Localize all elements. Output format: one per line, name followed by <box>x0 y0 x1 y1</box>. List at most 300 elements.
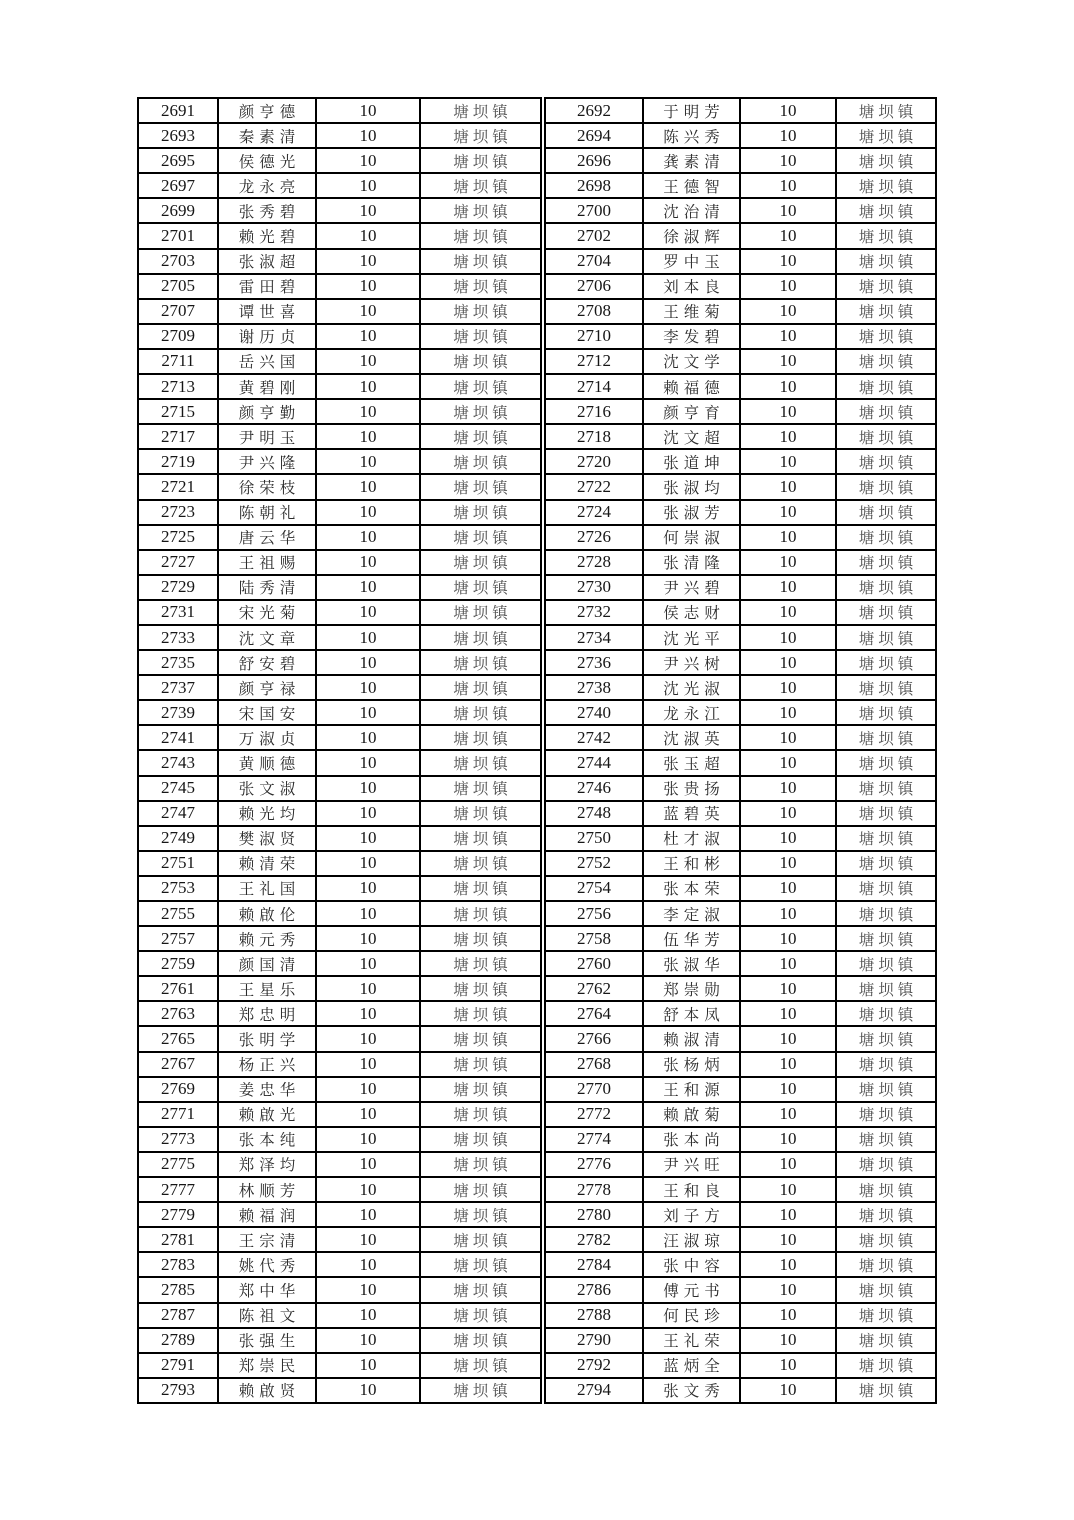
row-name-cell: 舒本凤 <box>643 1001 740 1026</box>
table-row <box>138 198 541 223</box>
row-name-cell: 赖福润 <box>218 1202 316 1227</box>
table-row <box>138 776 541 801</box>
table-row <box>545 123 936 148</box>
row-name-cell: 张文秀 <box>643 1378 740 1403</box>
row-name-cell: 龙永亮 <box>218 173 316 198</box>
row-town-cell: 塘坝镇 <box>836 801 936 826</box>
row-name-cell: 何民珍 <box>643 1303 740 1328</box>
row-name-cell: 张玉超 <box>643 750 740 775</box>
row-amount-cell: 10 <box>316 826 420 851</box>
table-row <box>545 600 936 625</box>
row-amount-cell: 10 <box>316 1328 420 1353</box>
row-name-cell: 王礼国 <box>218 876 316 901</box>
row-id-cell: 2791 <box>138 1353 218 1378</box>
row-amount-cell: 10 <box>316 976 420 1001</box>
row-town-cell: 塘坝镇 <box>836 976 936 1001</box>
row-name-cell: 王祖赐 <box>218 550 316 575</box>
row-id-cell: 2714 <box>545 374 643 399</box>
row-id-cell: 2758 <box>545 926 643 951</box>
table-row <box>138 575 541 600</box>
row-town-cell: 塘坝镇 <box>420 725 541 750</box>
row-id-cell: 2769 <box>138 1077 218 1102</box>
row-id-cell: 2786 <box>545 1277 643 1302</box>
table-row <box>138 1052 541 1077</box>
row-name-cell: 张明学 <box>218 1026 316 1051</box>
table-row <box>545 500 936 525</box>
row-amount-cell: 10 <box>740 1077 836 1102</box>
table-row <box>138 700 541 725</box>
row-town-cell: 塘坝镇 <box>420 123 541 148</box>
row-id-cell: 2747 <box>138 801 218 826</box>
row-name-cell: 尹兴碧 <box>643 575 740 600</box>
row-id-cell: 2749 <box>138 826 218 851</box>
table-row <box>545 474 936 499</box>
row-id-cell: 2733 <box>138 625 218 650</box>
table-row <box>545 650 936 675</box>
row-id-cell: 2763 <box>138 1001 218 1026</box>
row-id-cell: 2757 <box>138 926 218 951</box>
table-row <box>545 851 936 876</box>
row-name-cell: 张中容 <box>643 1252 740 1277</box>
row-name-cell: 尹明玉 <box>218 424 316 449</box>
row-amount-cell: 10 <box>316 1077 420 1102</box>
row-town-cell: 塘坝镇 <box>836 675 936 700</box>
row-town-cell: 塘坝镇 <box>836 776 936 801</box>
row-amount-cell: 10 <box>316 725 420 750</box>
row-town-cell: 塘坝镇 <box>836 274 936 299</box>
row-amount-cell: 10 <box>316 1102 420 1127</box>
row-name-cell: 赖啟菊 <box>643 1102 740 1127</box>
row-amount-cell: 10 <box>740 324 836 349</box>
row-id-cell: 2750 <box>545 826 643 851</box>
row-town-cell: 塘坝镇 <box>836 1177 936 1202</box>
row-town-cell: 塘坝镇 <box>836 575 936 600</box>
row-amount-cell: 10 <box>740 575 836 600</box>
row-name-cell: 颜亨育 <box>643 399 740 424</box>
row-town-cell: 塘坝镇 <box>420 173 541 198</box>
row-town-cell: 塘坝镇 <box>420 826 541 851</box>
row-name-cell: 谢历贞 <box>218 324 316 349</box>
row-name-cell: 赖光均 <box>218 801 316 826</box>
table-row <box>138 675 541 700</box>
row-amount-cell: 10 <box>316 500 420 525</box>
row-id-cell: 2719 <box>138 449 218 474</box>
table-row <box>138 500 541 525</box>
table-row <box>545 625 936 650</box>
row-amount-cell: 10 <box>316 851 420 876</box>
row-town-cell: 塘坝镇 <box>836 449 936 474</box>
row-town-cell: 塘坝镇 <box>836 1328 936 1353</box>
row-id-cell: 2742 <box>545 725 643 750</box>
row-name-cell: 姚代秀 <box>218 1252 316 1277</box>
row-amount-cell: 10 <box>316 550 420 575</box>
row-amount-cell: 10 <box>316 901 420 926</box>
table-row <box>545 349 936 374</box>
row-amount-cell: 10 <box>740 951 836 976</box>
row-name-cell: 赖啟光 <box>218 1102 316 1127</box>
row-name-cell: 舒安碧 <box>218 650 316 675</box>
row-town-cell: 塘坝镇 <box>836 474 936 499</box>
row-name-cell: 沈治清 <box>643 198 740 223</box>
row-name-cell: 张淑超 <box>218 249 316 274</box>
row-amount-cell: 10 <box>316 1052 420 1077</box>
row-name-cell: 赖啟贤 <box>218 1378 316 1403</box>
row-id-cell: 2765 <box>138 1026 218 1051</box>
row-town-cell: 塘坝镇 <box>836 198 936 223</box>
row-town-cell: 塘坝镇 <box>836 1303 936 1328</box>
row-amount-cell: 10 <box>316 1127 420 1152</box>
row-amount-cell: 10 <box>316 148 420 173</box>
row-town-cell: 塘坝镇 <box>420 1052 541 1077</box>
row-name-cell: 王宗清 <box>218 1227 316 1252</box>
row-town-cell: 塘坝镇 <box>836 951 936 976</box>
table-row <box>138 926 541 951</box>
row-amount-cell: 10 <box>316 349 420 374</box>
row-town-cell: 塘坝镇 <box>836 1077 936 1102</box>
table-row <box>138 449 541 474</box>
row-id-cell: 2732 <box>545 600 643 625</box>
row-id-cell: 2754 <box>545 876 643 901</box>
row-id-cell: 2712 <box>545 349 643 374</box>
roster-table-right <box>544 97 937 1404</box>
row-amount-cell: 10 <box>316 1303 420 1328</box>
row-id-cell: 2776 <box>545 1152 643 1177</box>
row-town-cell: 塘坝镇 <box>836 1252 936 1277</box>
row-name-cell: 蓝炳全 <box>643 1353 740 1378</box>
row-id-cell: 2777 <box>138 1177 218 1202</box>
row-amount-cell: 10 <box>740 1227 836 1252</box>
row-id-cell: 2787 <box>138 1303 218 1328</box>
row-id-cell: 2790 <box>545 1328 643 1353</box>
row-id-cell: 2737 <box>138 675 218 700</box>
table-row <box>545 1202 936 1227</box>
table-row <box>138 1001 541 1026</box>
table-row <box>545 223 936 248</box>
row-town-cell: 塘坝镇 <box>420 625 541 650</box>
row-name-cell: 张淑芳 <box>643 500 740 525</box>
table-row <box>138 1303 541 1328</box>
row-name-cell: 傅元书 <box>643 1277 740 1302</box>
row-town-cell: 塘坝镇 <box>420 575 541 600</box>
row-amount-cell: 10 <box>740 474 836 499</box>
row-town-cell: 塘坝镇 <box>836 374 936 399</box>
row-name-cell: 王礼荣 <box>643 1328 740 1353</box>
table-row <box>138 399 541 424</box>
row-name-cell: 赖清荣 <box>218 851 316 876</box>
table-row <box>545 374 936 399</box>
row-amount-cell: 10 <box>740 500 836 525</box>
row-id-cell: 2699 <box>138 198 218 223</box>
row-id-cell: 2731 <box>138 600 218 625</box>
row-amount-cell: 10 <box>740 1328 836 1353</box>
row-town-cell: 塘坝镇 <box>836 1052 936 1077</box>
row-amount-cell: 10 <box>740 1303 836 1328</box>
row-amount-cell: 10 <box>740 851 836 876</box>
row-town-cell: 塘坝镇 <box>836 550 936 575</box>
row-id-cell: 2696 <box>545 148 643 173</box>
table-row <box>545 1177 936 1202</box>
table-row <box>138 1026 541 1051</box>
row-town-cell: 塘坝镇 <box>420 1303 541 1328</box>
row-id-cell: 2735 <box>138 650 218 675</box>
row-id-cell: 2770 <box>545 1077 643 1102</box>
table-row <box>545 299 936 324</box>
row-name-cell: 张淑均 <box>643 474 740 499</box>
row-name-cell: 陈祖文 <box>218 1303 316 1328</box>
row-town-cell: 塘坝镇 <box>836 1202 936 1227</box>
roster-table-left <box>137 97 542 1404</box>
table-row <box>138 876 541 901</box>
row-town-cell: 塘坝镇 <box>836 98 936 123</box>
row-town-cell: 塘坝镇 <box>420 1353 541 1378</box>
row-amount-cell: 10 <box>316 249 420 274</box>
row-town-cell: 塘坝镇 <box>836 1001 936 1026</box>
row-amount-cell: 10 <box>740 625 836 650</box>
row-name-cell: 张本荣 <box>643 876 740 901</box>
row-name-cell: 徐淑辉 <box>643 223 740 248</box>
row-name-cell: 徐荣枝 <box>218 474 316 499</box>
row-id-cell: 2794 <box>545 1378 643 1403</box>
row-town-cell: 塘坝镇 <box>836 1127 936 1152</box>
row-id-cell: 2767 <box>138 1052 218 1077</box>
row-amount-cell: 10 <box>740 1353 836 1378</box>
row-town-cell: 塘坝镇 <box>836 851 936 876</box>
row-town-cell: 塘坝镇 <box>420 324 541 349</box>
row-amount-cell: 10 <box>740 675 836 700</box>
table-row <box>545 951 936 976</box>
row-town-cell: 塘坝镇 <box>836 625 936 650</box>
row-id-cell: 2753 <box>138 876 218 901</box>
row-amount-cell: 10 <box>316 600 420 625</box>
table-row <box>545 926 936 951</box>
row-town-cell: 塘坝镇 <box>420 349 541 374</box>
row-town-cell: 塘坝镇 <box>420 98 541 123</box>
row-id-cell: 2711 <box>138 349 218 374</box>
row-amount-cell: 10 <box>740 776 836 801</box>
row-town-cell: 塘坝镇 <box>420 1077 541 1102</box>
row-id-cell: 2739 <box>138 700 218 725</box>
row-town-cell: 塘坝镇 <box>420 700 541 725</box>
row-town-cell: 塘坝镇 <box>420 148 541 173</box>
row-id-cell: 2768 <box>545 1052 643 1077</box>
row-name-cell: 王德智 <box>643 173 740 198</box>
row-id-cell: 2771 <box>138 1102 218 1127</box>
row-amount-cell: 10 <box>316 173 420 198</box>
row-name-cell: 姜忠华 <box>218 1077 316 1102</box>
row-amount-cell: 10 <box>316 1353 420 1378</box>
table-row <box>138 951 541 976</box>
row-amount-cell: 10 <box>316 1152 420 1177</box>
row-id-cell: 2789 <box>138 1328 218 1353</box>
row-amount-cell: 10 <box>740 223 836 248</box>
row-town-cell: 塘坝镇 <box>836 1227 936 1252</box>
table-row <box>545 976 936 1001</box>
row-town-cell: 塘坝镇 <box>836 1102 936 1127</box>
row-amount-cell: 10 <box>740 374 836 399</box>
row-town-cell: 塘坝镇 <box>836 173 936 198</box>
row-town-cell: 塘坝镇 <box>836 324 936 349</box>
row-name-cell: 杨正兴 <box>218 1052 316 1077</box>
row-town-cell: 塘坝镇 <box>420 424 541 449</box>
row-id-cell: 2792 <box>545 1353 643 1378</box>
row-name-cell: 郑崇勋 <box>643 976 740 1001</box>
row-name-cell: 李定淑 <box>643 901 740 926</box>
row-name-cell: 张本尚 <box>643 1127 740 1152</box>
row-name-cell: 颜国清 <box>218 951 316 976</box>
row-id-cell: 2743 <box>138 750 218 775</box>
row-amount-cell: 10 <box>316 374 420 399</box>
table-row <box>545 1001 936 1026</box>
row-amount-cell: 10 <box>316 625 420 650</box>
table-row <box>545 249 936 274</box>
row-amount-cell: 10 <box>316 1001 420 1026</box>
row-town-cell: 塘坝镇 <box>836 1378 936 1403</box>
row-town-cell: 塘坝镇 <box>836 700 936 725</box>
row-amount-cell: 10 <box>740 725 836 750</box>
row-amount-cell: 10 <box>740 1177 836 1202</box>
row-id-cell: 2781 <box>138 1227 218 1252</box>
row-town-cell: 塘坝镇 <box>420 901 541 926</box>
table-row <box>545 525 936 550</box>
row-town-cell: 塘坝镇 <box>420 876 541 901</box>
row-town-cell: 塘坝镇 <box>420 449 541 474</box>
row-id-cell: 2708 <box>545 299 643 324</box>
row-amount-cell: 10 <box>740 650 836 675</box>
row-id-cell: 2700 <box>545 198 643 223</box>
row-id-cell: 2698 <box>545 173 643 198</box>
table-row <box>138 274 541 299</box>
row-id-cell: 2729 <box>138 575 218 600</box>
row-id-cell: 2707 <box>138 299 218 324</box>
table-row <box>138 851 541 876</box>
row-town-cell: 塘坝镇 <box>836 500 936 525</box>
row-amount-cell: 10 <box>740 1277 836 1302</box>
row-name-cell: 雷田碧 <box>218 274 316 299</box>
row-town-cell: 塘坝镇 <box>420 801 541 826</box>
row-id-cell: 2785 <box>138 1277 218 1302</box>
row-id-cell: 2694 <box>545 123 643 148</box>
row-id-cell: 2740 <box>545 700 643 725</box>
row-town-cell: 塘坝镇 <box>836 349 936 374</box>
table-row <box>138 123 541 148</box>
table-row <box>545 274 936 299</box>
row-name-cell: 郑崇民 <box>218 1353 316 1378</box>
row-id-cell: 2752 <box>545 851 643 876</box>
row-amount-cell: 10 <box>740 901 836 926</box>
row-amount-cell: 10 <box>740 1102 836 1127</box>
row-amount-cell: 10 <box>740 826 836 851</box>
row-name-cell: 于明芳 <box>643 98 740 123</box>
table-row <box>138 1277 541 1302</box>
row-amount-cell: 10 <box>316 299 420 324</box>
row-amount-cell: 10 <box>316 1177 420 1202</box>
row-id-cell: 2744 <box>545 750 643 775</box>
table-row <box>138 1202 541 1227</box>
row-town-cell: 塘坝镇 <box>836 223 936 248</box>
row-town-cell: 塘坝镇 <box>420 1277 541 1302</box>
row-amount-cell: 10 <box>740 249 836 274</box>
table-row <box>138 1127 541 1152</box>
row-id-cell: 2766 <box>545 1026 643 1051</box>
table-row <box>545 1026 936 1051</box>
row-name-cell: 赖元秀 <box>218 926 316 951</box>
row-name-cell: 万淑贞 <box>218 725 316 750</box>
row-town-cell: 塘坝镇 <box>420 1378 541 1403</box>
row-name-cell: 陆秀清 <box>218 575 316 600</box>
row-id-cell: 2717 <box>138 424 218 449</box>
row-amount-cell: 10 <box>740 550 836 575</box>
row-id-cell: 2751 <box>138 851 218 876</box>
row-id-cell: 2697 <box>138 173 218 198</box>
row-amount-cell: 10 <box>316 424 420 449</box>
row-id-cell: 2713 <box>138 374 218 399</box>
row-town-cell: 塘坝镇 <box>420 1102 541 1127</box>
row-name-cell: 谭世喜 <box>218 299 316 324</box>
row-amount-cell: 10 <box>740 148 836 173</box>
row-id-cell: 2723 <box>138 500 218 525</box>
table-row <box>545 148 936 173</box>
row-amount-cell: 10 <box>740 173 836 198</box>
row-town-cell: 塘坝镇 <box>420 750 541 775</box>
row-amount-cell: 10 <box>316 801 420 826</box>
row-town-cell: 塘坝镇 <box>420 650 541 675</box>
row-name-cell: 唐云华 <box>218 525 316 550</box>
row-town-cell: 塘坝镇 <box>420 1227 541 1252</box>
row-amount-cell: 10 <box>740 976 836 1001</box>
row-name-cell: 王星乐 <box>218 976 316 1001</box>
row-amount-cell: 10 <box>740 299 836 324</box>
row-name-cell: 赖福德 <box>643 374 740 399</box>
row-id-cell: 2779 <box>138 1202 218 1227</box>
table-row <box>138 901 541 926</box>
row-id-cell: 2722 <box>545 474 643 499</box>
table-row <box>545 1277 936 1302</box>
table-row <box>545 1227 936 1252</box>
row-id-cell: 2705 <box>138 274 218 299</box>
table-row <box>138 474 541 499</box>
table-row <box>138 98 541 123</box>
table-row <box>138 1102 541 1127</box>
row-name-cell: 郑泽均 <box>218 1152 316 1177</box>
table-row <box>138 1177 541 1202</box>
table-row <box>545 1127 936 1152</box>
row-name-cell: 秦素清 <box>218 123 316 148</box>
row-amount-cell: 10 <box>316 1252 420 1277</box>
row-id-cell: 2709 <box>138 324 218 349</box>
row-id-cell: 2706 <box>545 274 643 299</box>
row-id-cell: 2715 <box>138 399 218 424</box>
row-name-cell: 宋光菊 <box>218 600 316 625</box>
table-row <box>138 750 541 775</box>
row-town-cell: 塘坝镇 <box>420 600 541 625</box>
row-amount-cell: 10 <box>740 399 836 424</box>
row-town-cell: 塘坝镇 <box>420 926 541 951</box>
row-name-cell: 何崇淑 <box>643 525 740 550</box>
row-name-cell: 沈淑英 <box>643 725 740 750</box>
table-row <box>545 826 936 851</box>
row-id-cell: 2692 <box>545 98 643 123</box>
table-row <box>138 1252 541 1277</box>
row-name-cell: 王和彬 <box>643 851 740 876</box>
row-id-cell: 2704 <box>545 249 643 274</box>
row-amount-cell: 10 <box>316 926 420 951</box>
row-name-cell: 颜亨勤 <box>218 399 316 424</box>
row-id-cell: 2762 <box>545 976 643 1001</box>
row-amount-cell: 10 <box>316 1227 420 1252</box>
table-row <box>545 901 936 926</box>
row-town-cell: 塘坝镇 <box>420 299 541 324</box>
row-town-cell: 塘坝镇 <box>420 1127 541 1152</box>
